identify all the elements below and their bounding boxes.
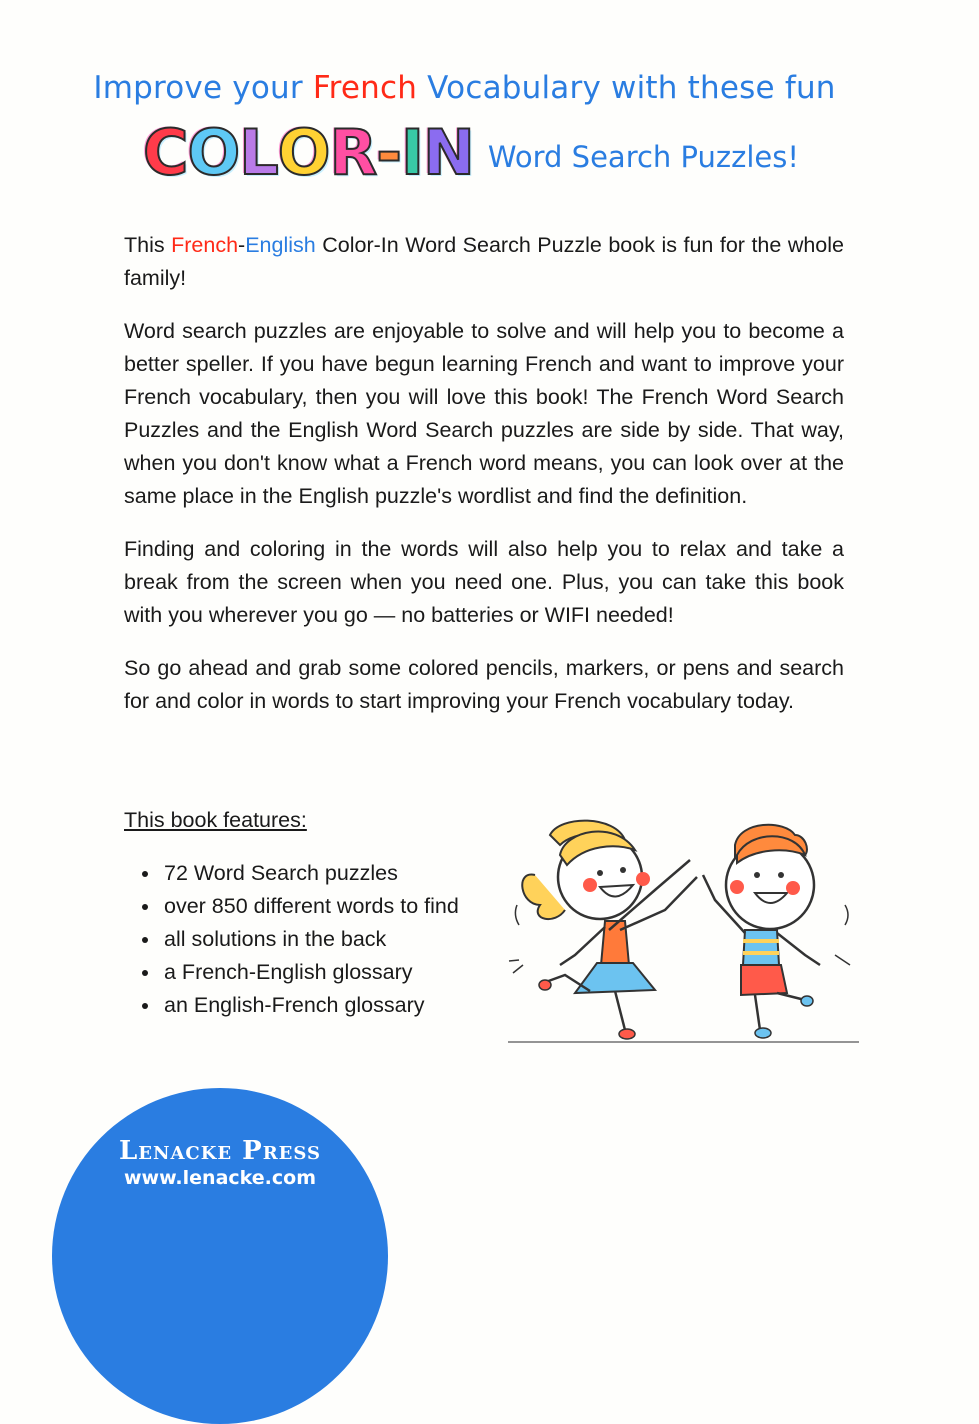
paragraph: Finding and coloring in the words will also help you to relax and take a break from the screen when you need one. Plus, you can take this book with you wherever you go — no batteries or WIFI needed! — [124, 537, 844, 627]
logo-letter: C — [143, 116, 188, 189]
logo-letter: L — [239, 116, 278, 189]
girl-figure — [522, 821, 697, 1039]
list-item: all solutions in the back — [140, 923, 459, 956]
publisher-name: Lenacke Press — [119, 1136, 321, 1166]
header-subtitle: Word Search Puzzles! — [487, 140, 799, 174]
intro-dash: - — [238, 233, 246, 257]
intro-paragraph — [124, 229, 844, 295]
paragraph: So go ahead and grab some colored pencils, markers, or pens and search for and color in words to start improving your French vocabulary today. — [124, 656, 844, 713]
logo-letter: I — [400, 116, 424, 189]
list-item: over 850 different words to find — [140, 890, 459, 923]
intro-french: French — [171, 233, 239, 257]
dancing-kids-illustration — [505, 815, 865, 1050]
intro-text: This — [124, 233, 172, 257]
logo-letter: N — [423, 116, 474, 189]
description — [124, 229, 844, 738]
logo-letter: R — [329, 116, 377, 189]
header-text-french: French — [312, 70, 418, 106]
logo-letter: O — [187, 116, 240, 189]
list-item: a French-English glossary — [140, 956, 459, 989]
logo-letter: O — [277, 116, 330, 189]
features-title: This book features: — [124, 808, 307, 832]
header-text-c: Vocabulary with these fun — [417, 70, 836, 106]
paragraph: Word search puzzles are enjoyable to solve and will help you to become a better speller. If you have begun learning French and want to improve your French vocabulary, then you will love this book! The French Word Search Puzzles and the English Word Search puzzles are side by side. That way, when you don't know what a French word means, you can look over at the same place in the English puzzle's wordlist and find the definition. — [124, 319, 844, 508]
color-in-logo — [143, 116, 474, 189]
intro-rest: Color-In Word Search Puzzle book is fun for the whole family! — [124, 233, 844, 290]
header-line-2 — [143, 118, 799, 188]
features-list — [140, 857, 459, 1022]
intro-english: English — [245, 233, 316, 257]
header-line-1 — [0, 70, 929, 106]
boy-figure — [703, 825, 820, 1038]
list-item: 72 Word Search puzzles — [140, 857, 459, 890]
list-item: an English-French glossary — [140, 989, 459, 1022]
header-text-a: Improve your — [93, 70, 313, 106]
logo-letter: - — [376, 116, 401, 189]
publisher-url[interactable]: www.lenacke.com — [123, 1167, 316, 1189]
